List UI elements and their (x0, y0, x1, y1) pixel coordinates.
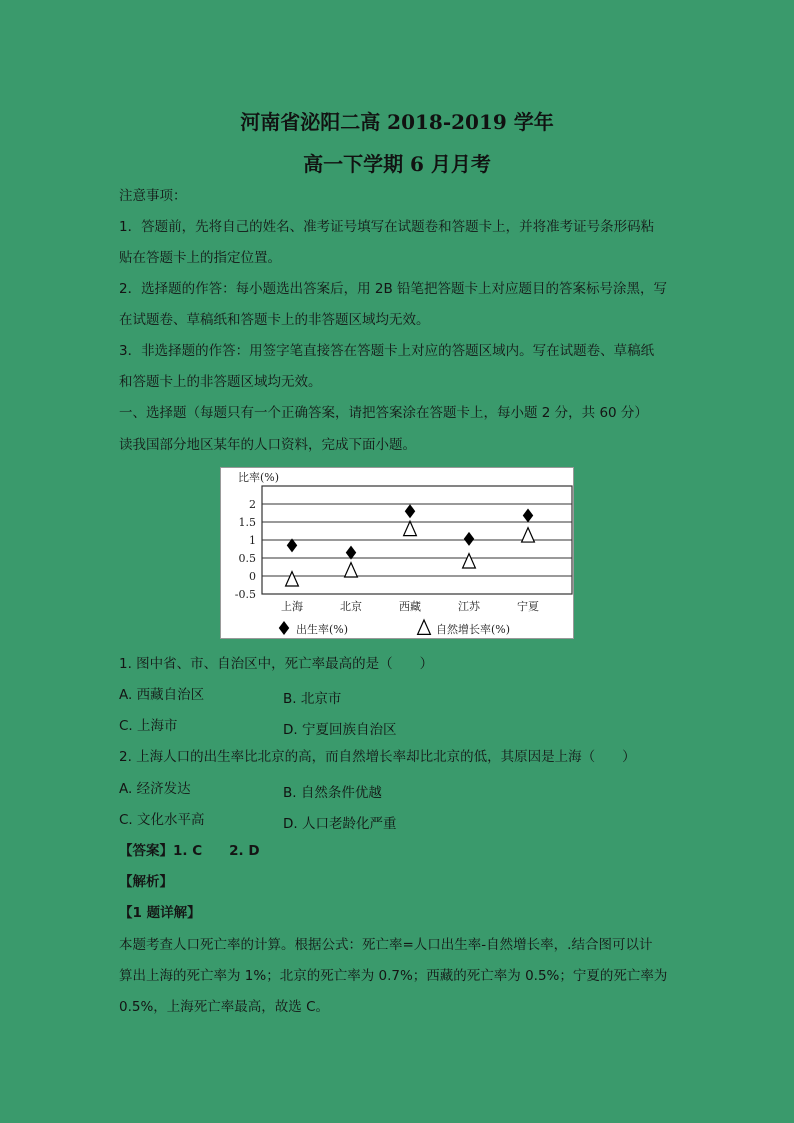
x-tick-label: 西藏 (399, 600, 421, 613)
birth-rate-point (464, 532, 475, 546)
birth-rate-point (523, 509, 534, 523)
q1-option-a: A. 西藏自治区 (119, 687, 205, 703)
detail-text-2: 算出上海的死亡率为 1%；北京的死亡率为 0.7%；西藏的死亡率为 0.5%；宁夏的死亡率为 (119, 968, 668, 984)
natural-growth-point (286, 572, 299, 586)
population-chart (220, 467, 574, 639)
title-line-1: 河南省泌阳二高 2018-2019 学年 (240, 110, 554, 134)
q1-option-b: B. 北京市 (283, 691, 342, 707)
detail-text-3: 0.5%，上海死亡率最高，故选 C。 (119, 999, 330, 1015)
legend-label-birth: 出生率(%) (296, 623, 349, 636)
notice-1a: 1．答题前，先将自己的姓名、准考证号填写在试题卷和答题卡上，并将准考证号条形码粘 (119, 219, 655, 235)
section-heading: 一、选择题（每题只有一个正确答案，请把答案涂在答题卡上，每小题 2 分，共 60 分） (119, 405, 648, 421)
legend-label-growth: 自然增长率(%) (436, 623, 511, 636)
title-line-2: 高一下学期 6 月月考 (303, 152, 491, 176)
natural-growth-point (522, 528, 535, 542)
notice-1b: 贴在答题卡上的指定位置。 (119, 250, 281, 266)
analysis-heading: 【解析】 (119, 874, 173, 890)
y-tick-label: 1 (249, 534, 256, 547)
y-tick-label: 0.5 (238, 552, 256, 565)
notice-2a: 2．选择题的作答：每小题选出答案后，用 2B 铅笔把答题卡上对应题目的答案标号涂黑，写 (119, 281, 668, 297)
x-tick-label: 上海 (281, 600, 303, 613)
q1-stem: 1. 图中省、市、自治区中，死亡率最高的是（ ） (119, 656, 434, 672)
notice-heading: 注意事项： (119, 188, 187, 204)
y-tick-label: 1.5 (238, 516, 256, 529)
y-tick-label: 0 (249, 570, 256, 583)
birth-rate-point (405, 504, 416, 518)
y-axis-label: 比率(%) (238, 471, 280, 484)
x-tick-label: 北京 (340, 600, 362, 613)
notice-3a: 3．非选择题的作答：用签字笔直接答在答题卡上对应的答题区域内。写在试题卷、草稿纸 (119, 343, 655, 359)
answer-line: 【答案】1. C 2. D (119, 843, 260, 859)
notice-2b: 在试题卷、草稿纸和答题卡上的非答题区域均无效。 (119, 312, 430, 328)
q2-stem: 2. 上海人口的出生率比北京的高，而自然增长率却比北京的低，其原因是上海（ ） (119, 749, 636, 765)
q2-option-b: B. 自然条件优越 (283, 785, 382, 801)
y-tick-label: -0.5 (234, 588, 256, 601)
detail-1-heading: 【1 题详解】 (119, 905, 201, 921)
detail-text-1: 本题考查人口死亡率的计算。根据公式：死亡率=人口出生率-自然增长率，.结合图可以计 (119, 937, 653, 953)
q2-option-c: C. 文化水平高 (119, 812, 205, 828)
natural-growth-point (345, 563, 358, 577)
question-intro: 读我国部分地区某年的人口资料，完成下面小题。 (119, 437, 416, 453)
q1-option-d: D. 宁夏回族自治区 (283, 722, 397, 738)
legend-diamond-icon (279, 621, 290, 635)
q2-option-a: A. 经济发达 (119, 781, 191, 797)
x-tick-label: 江苏 (458, 600, 480, 613)
q1-option-c: C. 上海市 (119, 718, 178, 734)
y-tick-label: 2 (249, 498, 256, 511)
notice-3b: 和答题卡上的非答题区域均无效。 (119, 374, 322, 390)
q2-option-d: D. 人口老龄化严重 (283, 816, 397, 832)
x-tick-label: 宁夏 (517, 600, 539, 613)
chart-svg (220, 467, 574, 639)
natural-growth-point (463, 554, 476, 568)
legend-triangle-icon (418, 620, 431, 634)
natural-growth-point (404, 521, 417, 535)
